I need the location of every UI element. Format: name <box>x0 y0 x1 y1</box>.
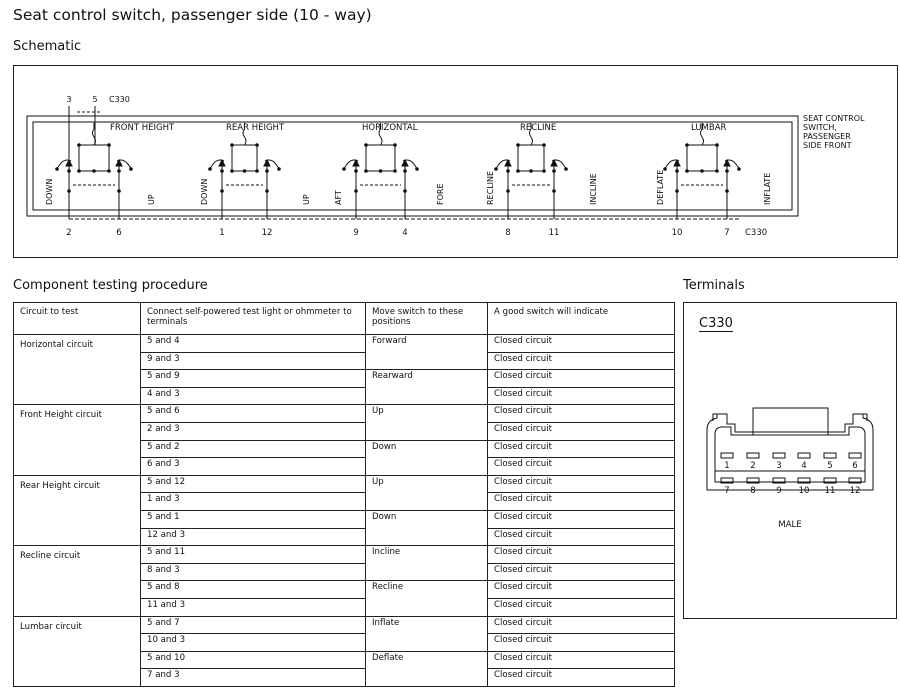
pin-label: 8 <box>750 486 756 496</box>
section-rear-height: REAR HEIGHT <box>226 123 285 133</box>
gender-label: MALE <box>778 520 802 530</box>
result-cell: Closed circuit <box>488 458 675 476</box>
result-cell: Closed circuit <box>488 528 675 546</box>
connector-label: C330 <box>699 316 733 331</box>
terminals-cell: 11 and 3 <box>141 598 366 616</box>
table-row <box>14 475 675 493</box>
bottom-connector-label: C330 <box>745 228 768 238</box>
position-label-down-rear: DOWN <box>200 178 209 205</box>
result-cell: Closed circuit <box>488 651 675 669</box>
connector-face-drawing <box>683 302 897 619</box>
terminals-cell: 1 and 3 <box>141 493 366 511</box>
result-cell: Closed circuit <box>488 335 675 353</box>
bottom-pin-4: 4 <box>402 228 408 238</box>
result-cell: Closed circuit <box>488 475 675 493</box>
header-indication: A good switch will indicate <box>488 303 675 335</box>
pin-label: 1 <box>724 461 730 471</box>
bottom-pin-9: 9 <box>353 228 359 238</box>
bottom-pin-1: 1 <box>219 228 225 238</box>
pin-label: 9 <box>776 486 782 496</box>
table-row <box>14 546 675 564</box>
position-cell: Up <box>366 475 488 510</box>
result-cell: Closed circuit <box>488 616 675 634</box>
bottom-pin-7: 7 <box>724 228 730 238</box>
position-label-up-front: UP <box>147 194 156 205</box>
position-label-deflate: DEFLATE <box>656 169 665 205</box>
result-cell: Closed circuit <box>488 370 675 388</box>
pin-box <box>849 453 861 458</box>
terminals-cell: 5 and 10 <box>141 651 366 669</box>
terminals-heading: Terminals <box>683 278 745 293</box>
position-cell: Up <box>366 405 488 440</box>
terminals-cell: 12 and 3 <box>141 528 366 546</box>
side-label-line-2: SWITCH, <box>803 123 837 132</box>
table-header-row <box>14 303 675 335</box>
page-title: Seat control switch, passenger side (10 - way) <box>13 6 372 24</box>
pin-box <box>798 453 810 458</box>
header-circuit: Circuit to test <box>14 303 141 335</box>
terminals-cell: 5 and 8 <box>141 581 366 599</box>
section-front-height: FRONT HEIGHT <box>110 123 175 133</box>
terminals-cell: 8 and 3 <box>141 563 366 581</box>
side-label-line-4: SIDE FRONT <box>803 141 852 150</box>
procedure-table <box>13 302 675 687</box>
switch-horizontal <box>342 123 419 219</box>
result-cell: Closed circuit <box>488 440 675 458</box>
bottom-pin-12: 12 <box>261 228 273 238</box>
circuit-name-cell: Recline circuit <box>14 546 141 616</box>
side-label-line-1: SEAT CONTROL <box>803 114 865 123</box>
result-cell: Closed circuit <box>488 387 675 405</box>
position-label-down-front: DOWN <box>45 178 54 205</box>
result-cell: Closed circuit <box>488 546 675 564</box>
result-cell: Closed circuit <box>488 563 675 581</box>
position-label-recline: RECLINE <box>486 170 495 205</box>
top-connector-label: C330 <box>109 95 130 104</box>
bottom-pin-11: 11 <box>548 228 560 238</box>
terminals-frame <box>683 302 897 619</box>
pin-label: 10 <box>798 486 810 496</box>
terminals-cell: 5 and 7 <box>141 616 366 634</box>
bottom-pin-6: 6 <box>116 228 122 238</box>
position-cell: Recline <box>366 581 488 616</box>
pin-label: 3 <box>776 461 782 471</box>
pin-label: 7 <box>724 486 730 496</box>
switch-rear-height <box>208 123 281 219</box>
position-label-inflate: INFLATE <box>763 172 772 205</box>
circuit-name-cell: Horizontal circuit <box>14 335 141 405</box>
header-terminals: Connect self-powered test light or ohmmeter to terminals <box>141 303 366 335</box>
table-row <box>14 335 675 353</box>
position-cell: Down <box>366 440 488 475</box>
position-cell: Forward <box>366 335 488 370</box>
terminals-cell: 6 and 3 <box>141 458 366 476</box>
terminals-cell: 10 and 3 <box>141 634 366 652</box>
pin-box <box>824 453 836 458</box>
pin-label: 12 <box>849 486 861 496</box>
terminals-cell: 5 and 9 <box>141 370 366 388</box>
pin-box <box>747 453 759 458</box>
terminals-cell: 7 and 3 <box>141 669 366 687</box>
position-cell: Incline <box>366 546 488 581</box>
circuit-name-cell: Rear Height circuit <box>14 475 141 545</box>
pin-3-label: 3 <box>66 95 72 104</box>
circuit-name-cell: Front Height circuit <box>14 405 141 475</box>
result-cell: Closed circuit <box>488 581 675 599</box>
bottom-pin-10: 10 <box>671 228 683 238</box>
pin-5-label: 5 <box>92 95 98 104</box>
position-label-fore: FORE <box>436 183 445 205</box>
terminals-cell: 4 and 3 <box>141 387 366 405</box>
result-cell: Closed circuit <box>488 669 675 687</box>
section-horizontal: HORIZONTAL <box>362 123 418 133</box>
result-cell: Closed circuit <box>488 422 675 440</box>
terminals-cell: 5 and 2 <box>141 440 366 458</box>
position-cell: Deflate <box>366 651 488 686</box>
terminals-cell: 5 and 11 <box>141 546 366 564</box>
position-label-aft: AFT <box>334 190 343 205</box>
schematic-frame <box>13 65 898 258</box>
circuit-name-cell: Lumbar circuit <box>14 616 141 686</box>
terminals-cell: 2 and 3 <box>141 422 366 440</box>
schematic-diagram <box>13 65 898 258</box>
section-recline: RECLINE <box>520 123 557 133</box>
terminals-cell: 5 and 1 <box>141 510 366 528</box>
bottom-pin-2: 2 <box>66 228 72 238</box>
pin-box <box>721 453 733 458</box>
switch-recline <box>494 123 568 219</box>
section-lumbar: LUMBAR <box>691 123 727 133</box>
pin-box <box>773 453 785 458</box>
terminals-cell: 5 and 12 <box>141 475 366 493</box>
pin-label: 6 <box>852 461 858 471</box>
header-positions: Move switch to these positions <box>366 303 488 335</box>
switch-lumbar <box>663 123 741 219</box>
bottom-pin-8: 8 <box>505 228 511 238</box>
pin-label: 2 <box>750 461 756 471</box>
result-cell: Closed circuit <box>488 493 675 511</box>
pin-label: 5 <box>827 461 833 471</box>
result-cell: Closed circuit <box>488 405 675 423</box>
position-label-up-rear: UP <box>302 194 311 205</box>
terminals-cell: 5 and 6 <box>141 405 366 423</box>
pin-label: 11 <box>824 486 836 496</box>
pin-label: 4 <box>801 461 807 471</box>
position-cell: Inflate <box>366 616 488 651</box>
schematic-heading: Schematic <box>13 39 82 54</box>
table-row <box>14 405 675 423</box>
position-cell: Rearward <box>366 370 488 405</box>
position-label-incline: INCLINE <box>589 173 598 205</box>
terminals-cell: 9 and 3 <box>141 352 366 370</box>
result-cell: Closed circuit <box>488 352 675 370</box>
procedure-heading: Component testing procedure <box>13 278 208 293</box>
result-cell: Closed circuit <box>488 634 675 652</box>
result-cell: Closed circuit <box>488 598 675 616</box>
terminals-cell: 5 and 4 <box>141 335 366 353</box>
table-row <box>14 616 675 634</box>
side-label-line-3: PASSENGER <box>803 132 851 141</box>
position-cell: Down <box>366 510 488 545</box>
result-cell: Closed circuit <box>488 510 675 528</box>
